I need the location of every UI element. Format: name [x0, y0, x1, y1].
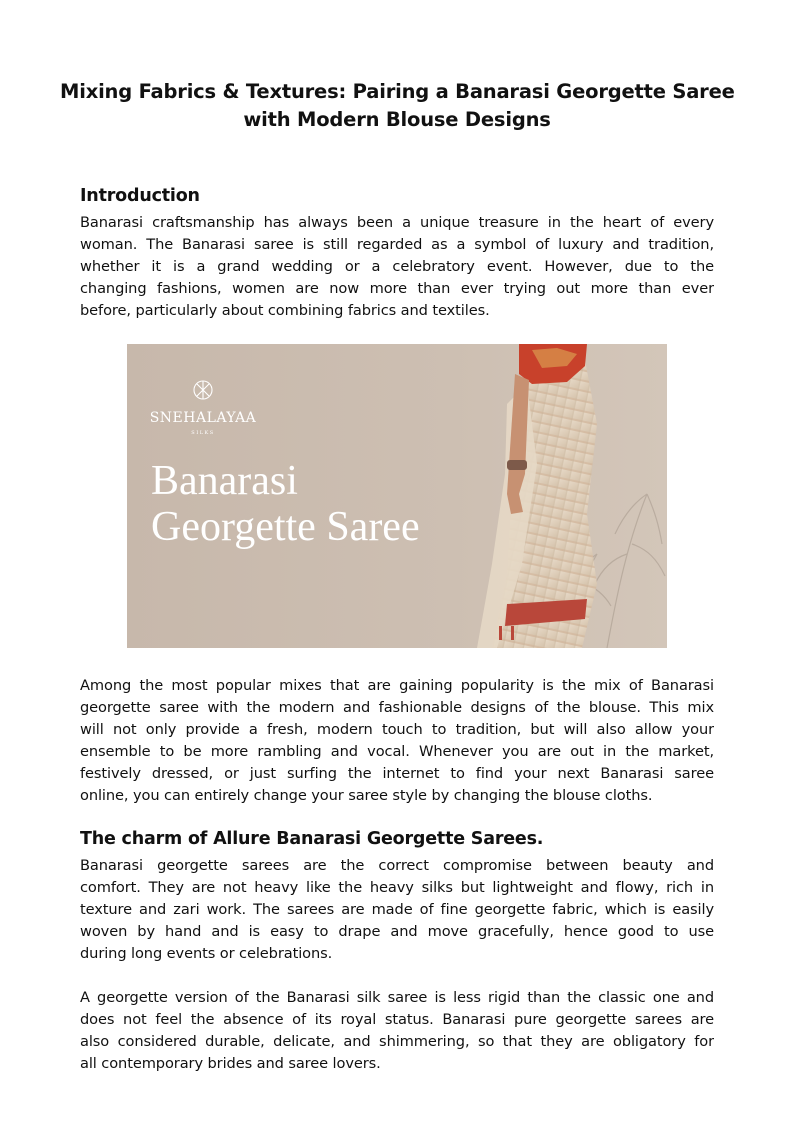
brand-subtitle: SILKS — [191, 430, 215, 436]
text-line: during long events or celebrations. — [80, 945, 333, 962]
text-line: ensemble to be more rambling and vocal. Whenever you are out in the market, — [80, 743, 714, 760]
text-line: changing fashions, women are now more than ever trying out more than ever — [80, 280, 714, 297]
mix-paragraph — [80, 675, 714, 807]
text-line: online, you can entirely change your saree style by changing the blouse cloths. — [80, 787, 653, 804]
charm-heading: The charm of Allure Banarasi Georgette Sarees. — [80, 829, 544, 849]
charm-paragraph-2 — [80, 987, 714, 1075]
text-line: Banarasi georgette sarees are the correct compromise between beauty and — [80, 857, 714, 874]
text-line: festively dressed, or just surfing the internet to find your next Banarasi saree — [80, 765, 714, 782]
text-line: texture and zari work. The sarees are made of fine georgette fabric, which is easily — [80, 901, 714, 918]
text-line: A georgette version of the Banarasi silk saree is less rigid than the classic one and — [80, 989, 714, 1006]
banner-headline-line: Banarasi — [151, 458, 298, 504]
text-line: Among the most popular mixes that are gaining popularity is the mix of Banarasi — [80, 677, 714, 694]
text-line: does not feel the absence of its royal status. Banarasi pure georgette sarees are — [80, 1011, 714, 1028]
intro-heading: Introduction — [80, 186, 200, 206]
text-line: will not only provide a fresh, modern touch to tradition, but will also allow your — [80, 721, 714, 738]
text-line: georgette saree with the modern and fashionable designs of the blouse. This mix — [80, 699, 714, 716]
title-line: Mixing Fabrics & Textures: Pairing a Banarasi Georgette Saree — [60, 80, 735, 103]
text-line: comfort. They are not heavy like the heavy silks but lightweight and flowy, rich in — [80, 879, 714, 896]
text-line: woman. The Banarasi saree is still regarded as a symbol of luxury and tradition, — [80, 236, 714, 253]
saree-banner-image — [127, 344, 667, 648]
page-title — [60, 78, 734, 134]
text-line: whether it is a grand wedding or a celebratory event. However, due to the — [80, 258, 714, 275]
brand-name: SNEHALAYAA — [149, 410, 257, 426]
charm-paragraph-1 — [80, 855, 714, 965]
text-line: all contemporary brides and saree lovers. — [80, 1055, 381, 1072]
text-line: Banarasi craftsmanship has always been a unique treasure in the heart of every — [80, 214, 714, 231]
banner-headline-line: Georgette Saree — [151, 504, 420, 550]
text-line: before, particularly about combining fabrics and textiles. — [80, 302, 490, 319]
text-line: also considered durable, delicate, and shimmering, so that they are obligatory for — [80, 1033, 714, 1050]
title-line: with Modern Blouse Designs — [243, 108, 551, 131]
text-line: woven by hand and is easy to drape and move gracefully, hence good to use — [80, 923, 714, 940]
intro-paragraph — [80, 212, 714, 322]
